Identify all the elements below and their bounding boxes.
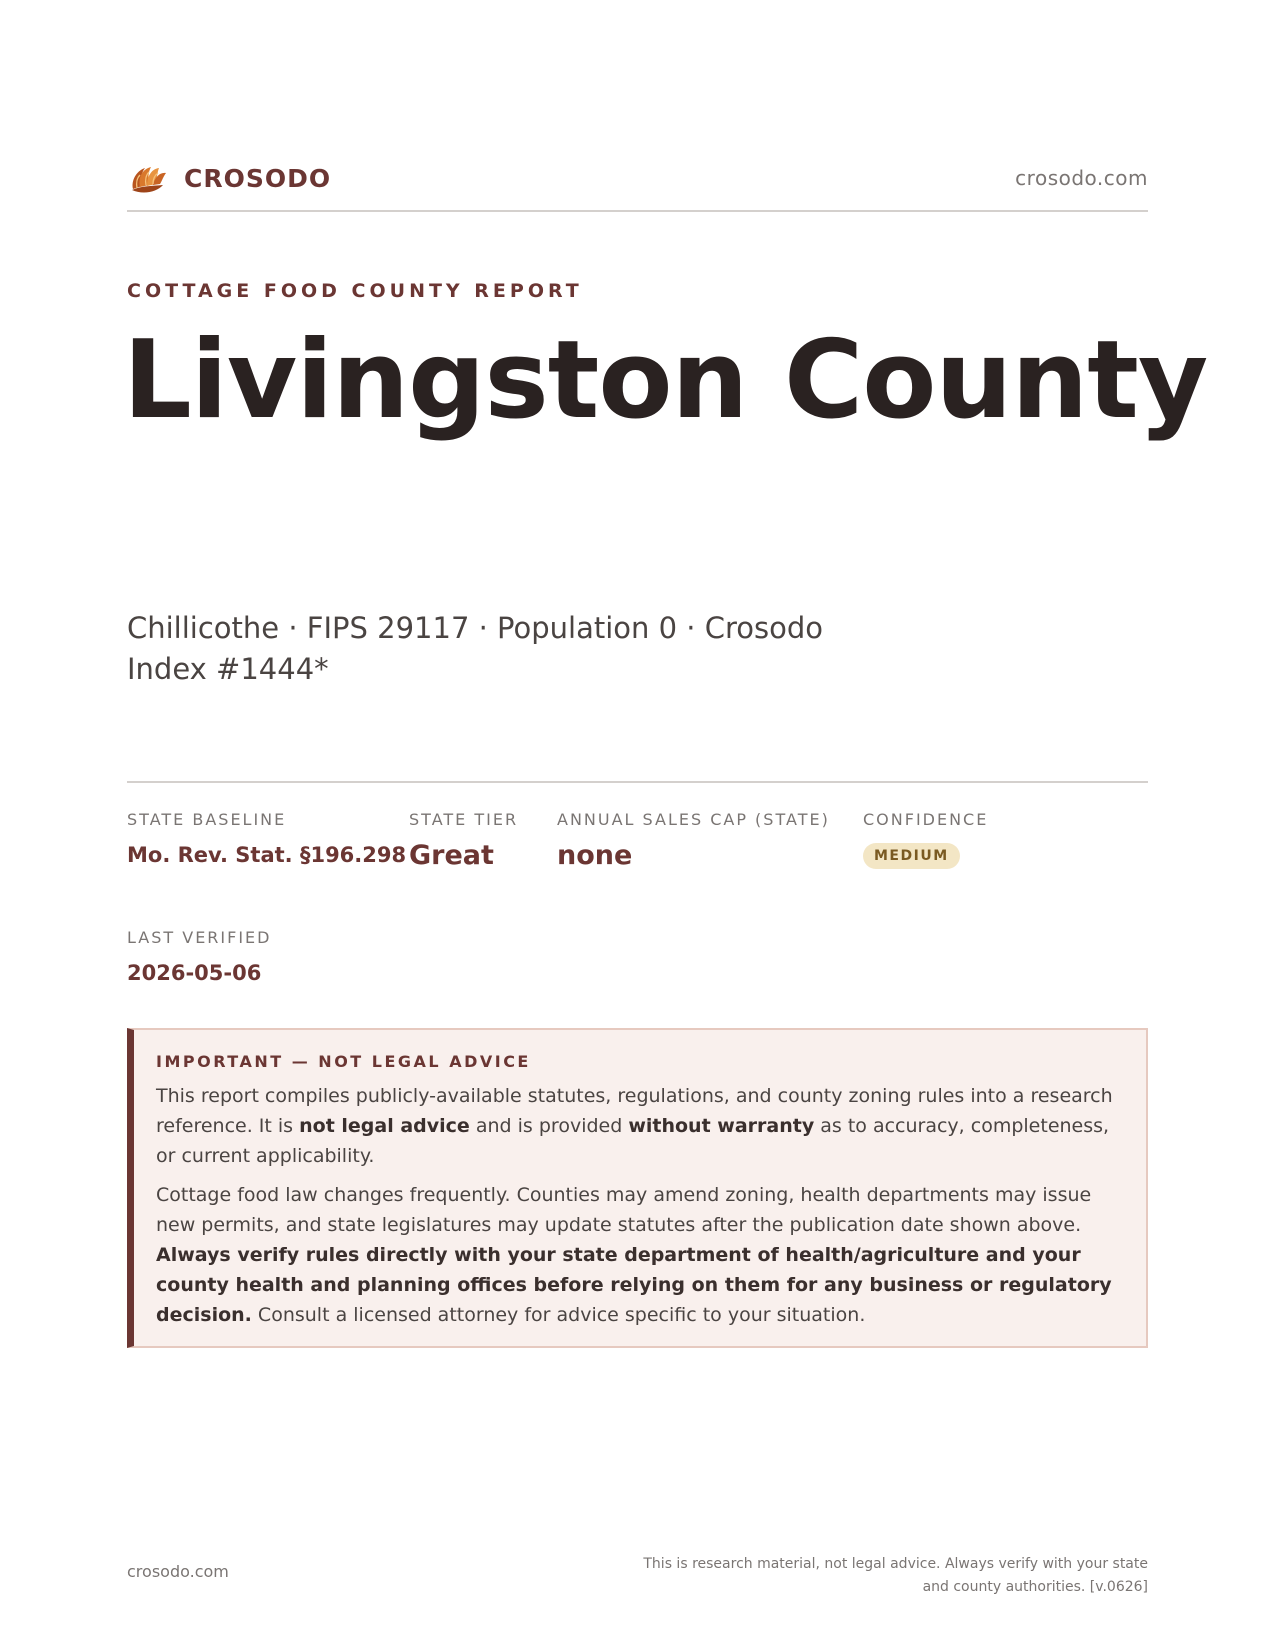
state-baseline-value: Mo. Rev. Stat. §196.298 bbox=[127, 843, 407, 867]
state-tier-label: STATE TIER bbox=[409, 810, 519, 829]
notice-heading: IMPORTANT — NOT LEGAL ADVICE bbox=[156, 1052, 531, 1071]
sales-cap-label: ANNUAL SALES CAP (STATE) bbox=[557, 810, 830, 829]
state-baseline-label: STATE BASELINE bbox=[127, 810, 287, 829]
state-tier-value: Great bbox=[409, 840, 494, 871]
page-title: Livingston County bbox=[123, 318, 1208, 443]
section-divider bbox=[127, 781, 1148, 783]
croissant-icon bbox=[127, 159, 169, 201]
legal-notice bbox=[127, 1028, 1148, 1348]
confidence-badge: MEDIUM bbox=[863, 843, 960, 869]
sales-cap-field bbox=[557, 810, 830, 871]
footer-site-link[interactable]: crosodo.com bbox=[127, 1562, 229, 1581]
confidence-label: CONFIDENCE bbox=[863, 810, 989, 829]
sales-cap-value: none bbox=[557, 840, 633, 871]
state-baseline-field bbox=[127, 810, 406, 867]
brand-name: CROSODO bbox=[184, 164, 332, 193]
last-verified-value: 2026-05-06 bbox=[127, 961, 262, 985]
footer-disclaimer: This is research material, not legal advice. Always verify with your state and county authorities. [v.0626] bbox=[643, 1556, 1148, 1595]
last-verified-field bbox=[127, 928, 271, 985]
notice-paragraph-1: This report compiles publicly-available statutes, regulations, and county zoning rules into a research reference. It is not legal advice and is provided without warranty as to accuracy, completeness, or current applicability. bbox=[156, 1085, 1113, 1167]
confidence-field bbox=[863, 810, 988, 869]
last-verified-label: LAST VERIFIED bbox=[127, 928, 272, 947]
report-page bbox=[123, 0, 1208, 1650]
site-link[interactable]: crosodo.com bbox=[1015, 166, 1148, 190]
report-subtitle: Chillicothe · FIPS 29117 · Population 0 · Crosodo Index #1444* bbox=[127, 611, 824, 686]
report-eyebrow: COTTAGE FOOD COUNTY REPORT bbox=[127, 280, 583, 302]
state-tier-field bbox=[409, 810, 518, 871]
notice-paragraph-2: Cottage food law changes frequently. Counties may amend zoning, health departments may issue new permits, and state legislatures may update statutes after the publication date shown above. Always verify rules directly with your state department of health/agriculture and your county health and planning offices before relying on them for any business or regulatory decision. Consult a licensed attorney for advice specific to your situation. bbox=[156, 1184, 1112, 1326]
report-header bbox=[127, 155, 1148, 212]
